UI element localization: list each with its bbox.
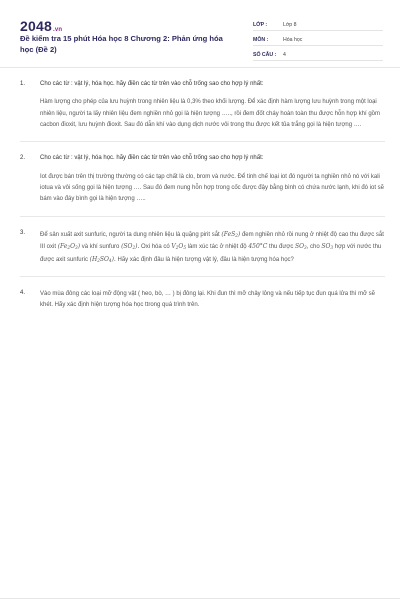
meta-label: SỐ CÂU : [253,52,277,58]
meta-value: 4 [283,52,286,58]
formula-part: (H [89,255,98,263]
header-divider [0,67,400,68]
formula-v2o5 [171,243,186,250]
logo-text: 2048 [20,18,52,34]
page-bottom-border [0,598,400,599]
text-part: , cho [306,244,320,251]
meta-info [253,16,383,61]
question-1 [20,80,385,131]
formula-sub: 2 [67,245,71,251]
question-text: Cho các từ : vật lý, hóa học. hãy điền các từ trên vào chỗ trống sao cho hợp lý nhất: [40,155,264,162]
text-part: Hãy xác định đâu là hiện tượng vật lý, đâu là hiện tượng hóa học? [117,256,294,263]
text-part: thu được [269,244,294,251]
formula-part: SO [295,243,305,251]
question-body [40,289,385,312]
meta-row-subject [253,31,383,46]
formula-sub: 3 [304,245,307,251]
question-number: 1. [20,81,26,87]
formula-sub: 3 [330,245,334,251]
question-text: Cho các từ : vật lý, hóa học. hãy điền các từ trên vào chỗ trống sao cho hợp lý nhất: [40,81,264,87]
meta-row-count [253,46,383,61]
formula-fes2 [221,231,240,238]
question-separator [20,276,385,277]
formula-fe2o3 [58,243,80,250]
meta-label: MÔN : [253,37,269,43]
formula-so3 [295,243,307,250]
formula-part: SO [321,243,331,251]
formula-sub: 2 [132,245,136,251]
formula-sub: 5 [183,245,186,251]
meta-row-class [253,16,383,31]
formula-sub: 2 [97,257,100,263]
formula-h2so4 [90,256,116,263]
question-text: Vào mùa đông các loại mỡ động vật ( heo, bò, … ) bị đông lại. Khi đun thì mỡ chảy lỏng và nếu tiếp tục đun quá lửa thì mỡ sẽ khét. Hãy xác định hiện tượng hóa học ttrong quá trình trên. [40,291,376,309]
meta-label: LỚP : [253,22,268,28]
meta-value: Lớp 8 [283,22,297,28]
question-passage: Hàm lượng cho phép của lưu huỳnh trong nhiên liệu là 0,3% theo khối lượng. Để xác định hàm lượng lưu huỳnh trong một loại nhiên liệu, người ta lấy nhiên liệu đem nghiền nhỏ gọi là hiện tượng ….., rồi đem đốt cháy hoàn toàn thu được hỗn hợp khí gồm cacbon đioxit, lưu huỳnh đioxit. Sau đó dẫn khí vào dụng dịch nước vôi trong thu được kết tủa trắng gọi là hiện tượng …. [40,99,380,129]
formula-so3 [321,243,333,250]
question-body [40,229,385,266]
text-part: làm xúc tác ở nhiệt độ [187,244,247,251]
question-separator [20,216,385,217]
site-logo[interactable] [20,18,62,34]
formula-part: ) [77,243,81,251]
question-3 [20,229,385,266]
text-part: và khí sunfuro [81,244,120,251]
question-number: 3. [20,229,26,236]
question-number: 2. [20,155,26,162]
question-2 [20,154,385,205]
text-part: đem nghiền nhỏ rồi nung ở nhiệt độ cao thu được sắt III oxit [40,231,384,251]
text-part: Để sản xuất axit sunfuric, người ta dung nhiên liệu là quặng pirit sắt [40,231,220,238]
document-title: Đề kiểm tra 15 phút Hóa học 8 Chương 2: Phản ứng hóa học (Đề 2) [20,34,223,54]
text-part: hợp với nước thu được axit sunfuric [40,244,382,263]
question-list [20,80,385,312]
formula-part: O [178,243,184,251]
formula-part: ). [111,255,116,263]
formula-part: SO [99,255,109,263]
formula-part: O [70,243,76,251]
question-passage: Iot được bán trên thị trường thường có các tạp chất là clo, brom và nước. Để tinh chế loại iot đó người ta nghiền nhỏ nó với kali iotua và vôi sống gọi là hiện tượng …. Sau đó đem nung hỗn hợp trong cốc được đậy bằng bình có chứa nước lạnh, khi đó iot sẽ bám vào đáy bình gọi là hiện tượng ….. [40,173,385,203]
formula-so2 [121,243,139,250]
question-body [40,154,385,205]
formula-sub: 4 [108,257,112,263]
formula-sub: 3 [75,245,78,251]
formula-part: (SO [121,243,133,251]
question-4 [20,289,385,312]
logo-suffix: .vn [52,27,63,33]
formula-part: (FeS [221,230,236,238]
formula-part: ) [237,230,241,238]
question-separator [20,141,385,142]
question-text [40,229,385,266]
formula-part: ). [135,243,140,251]
text-part: Oxi hóa có [141,244,170,251]
formula-temperature: 450°C [248,243,268,251]
question-number: 4. [20,290,26,297]
question-body [40,80,385,131]
formula-part: V [171,243,176,251]
formula-part: (Fe [57,243,68,251]
formula-sub: 2 [235,232,238,238]
meta-value: Hóa học [283,37,303,43]
formula-sub: 2 [175,245,179,251]
